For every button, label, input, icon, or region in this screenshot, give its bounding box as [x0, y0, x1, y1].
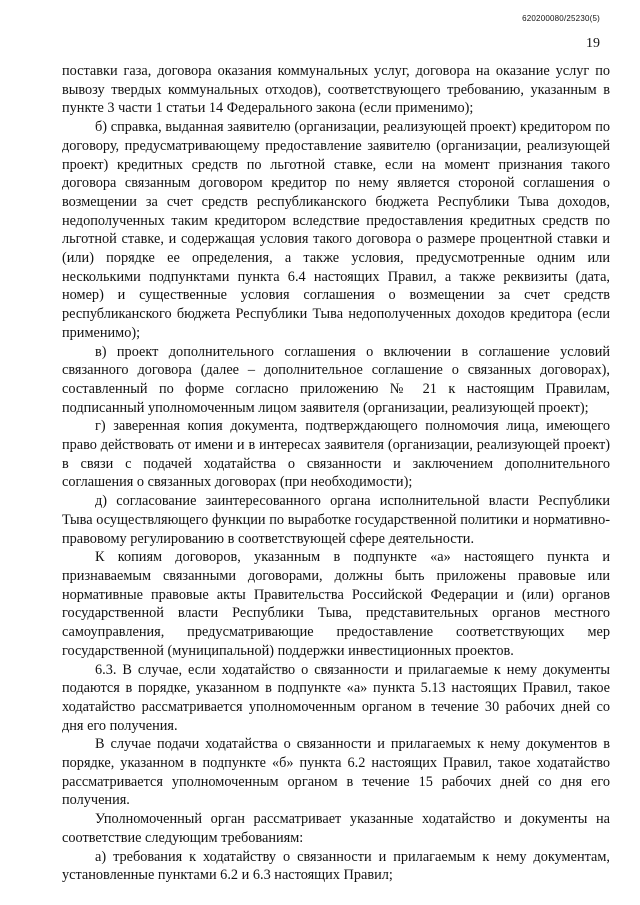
paragraph-continuation: поставки газа, договора оказания коммунальных услуг, договора на оказание услуг по вывозу твердых коммунальных отходов), соответствующего требованию, указанным в пункте 3 части 1 статьи 14 Федерального закона (если применимо); [62, 63, 610, 117]
paragraph-requirements: Уполномоченный орган рассматривает указанные ходатайство и документы на соответствие следующим требованиям: [62, 811, 610, 846]
paragraph-item-v: в) проект дополнительного соглашения о включении в соглашение условий связанного договора (далее – дополнительное соглашение о связанных договорах), составленный по форме согласно приложению № 21 к настоящим Правилам, подписанный уполномоченным лицом заявителя (организации, реализующей проект); [62, 343, 610, 416]
paragraph-item-b: б) справка, выданная заявителю (организации, реализующей проект) кредитором по договору, предусматривающему предоставление заявителю (организации, реализующей проект) кредитных средств по льготной ставке, если на момент признания такого договора связанным договором кредитор по нему является стороной соглашения о возмещении за счет средств республиканского бюджета Республики Тыва доходов, недополученных таким кредитором вследствие предоставления кредитных средств по льготной ставке, и содержащая условия такого договора о размере процентной ставки и (или) порядке ее определения, а также условия, предусмотренные одним или несколькими подпунктами пункта 6.4 настоящих Правил, а также реквизиты (дата, номер) и существенные условия соглашения о возмещении за счет средств республиканского бюджета Республики Тыва недополученных доходов кредитора (если применимо); [62, 119, 610, 341]
paragraph-case-b: В случае подачи ходатайства о связанности и прилагаемых к нему документов в порядке, указанном в подпункте «б» пункта 6.2 настоящих Правил, такое ходатайство рассматривается уполномоченным органом в течение 15 рабочих дней со дня его получения. [62, 736, 610, 809]
paragraph-requirement-a: а) требования к ходатайству о связанности и прилагаемым к нему документам, установленные пунктами 6.2 и 6.3 настоящих Правил; [62, 848, 610, 884]
document-body [62, 62, 610, 885]
paragraph-6-3: 6.3. В случае, если ходатайство о связанности и прилагаемые к нему документы подаются в порядке, указанном в подпункте «а» пункта 5.13 настоящих Правил, такое ходатайство рассматривается уполномоченным органом в течение 30 рабочих дней со дня его получения. [62, 661, 610, 734]
paragraph-copies: К копиям договоров, указанным в подпункте «а» настоящего пункта и признаваемым связанными договорами, должны быть приложены правовые или нормативные правовые акты Правительства Российской Федерации и (или) органов государственной власти Республики Тыва, представительных органов местного самоуправления, предусматривающие предоставление соответствующих мер государственной (муниципальной) поддержки инвестиционных проектов. [62, 549, 610, 659]
paragraph-item-d: д) согласование заинтересованного органа исполнительной власти Республики Тыва осуществляющего функции по выработке государственной политики и нормативно-правовому регулированию в соответствующей сфере деятельности. [62, 493, 610, 547]
paragraph-item-g: г) заверенная копия документа, подтверждающего полномочия лица, имеющего право действовать от имени и в интересах заявителя (организации, реализующей проект) в связи с подачей ходатайства о связанности и заключением дополнительного соглашения о связанных договорах (при необходимости); [62, 418, 610, 491]
page-number: 19 [586, 36, 600, 51]
document-code: 620200080/25230(5) [522, 14, 600, 23]
